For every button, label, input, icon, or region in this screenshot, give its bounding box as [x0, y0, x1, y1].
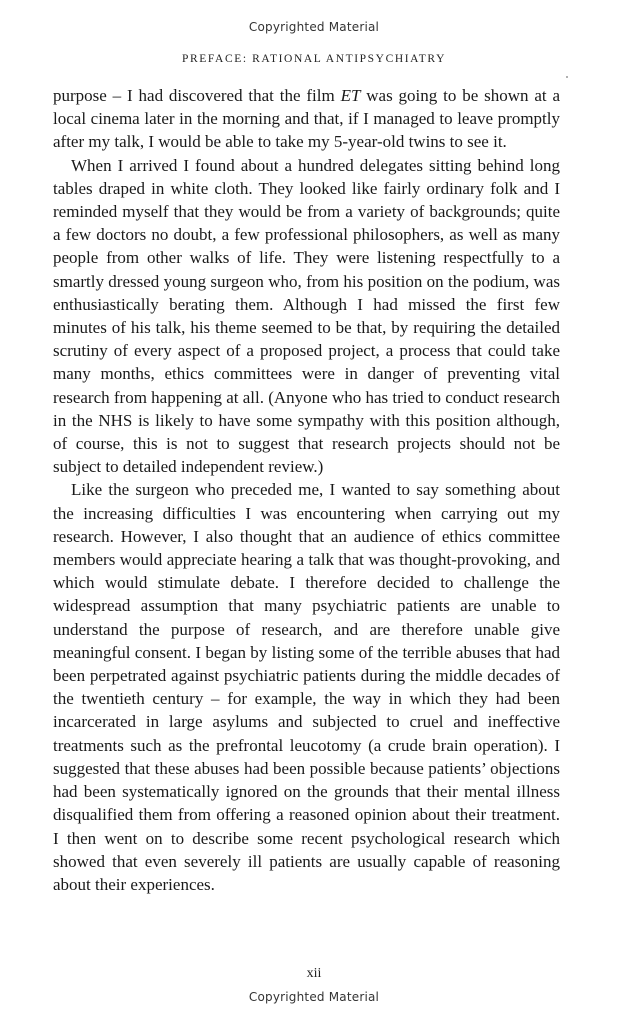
- paragraph-arrival: When I arrived I found about a hundred delegates sitting behind long tables draped in white cloth. They looked like fairly ordinary folk and I reminded myself that they would be from a variety of backgrounds; quite a few doctors no doubt, a few professional philosophers, as well as many people from other walks of life. They were listening respectfully to a smartly dressed young surgeon who, from his position on the podium, was enthusiastically berating them. Although I had missed the first few minutes of his talk, his theme seemed to be that, by requiring the detailed scrutiny of every aspect of a proposed project, a process that could take many months, ethics committees were in danger of preventing vital research from happening at all. (Anyone who has tried to conduct research in the NHS is likely to have some sympathy with this position although, of course, this is not to suggest that research projects should not be subject to detailed independent review.): [53, 155, 560, 477]
- running-head: PREFACE: RATIONAL ANTIPSYCHIATRY: [182, 53, 446, 65]
- paragraph-text-after-title: was going to be shown at a local cinema later in the morning and that, if I managed to leave promptly after my talk, I would be able to take my 5-year-old twins to see it.: [53, 86, 560, 152]
- page-number: xii: [306, 966, 322, 981]
- paragraph-text-before-title: purpose – I had discovered that the film: [53, 86, 341, 105]
- copyright-notice-bottom: Copyrighted Material: [248, 990, 380, 1004]
- copyright-notice-top: Copyrighted Material: [248, 20, 380, 34]
- scan-speck: [566, 76, 568, 78]
- film-title: ET: [340, 86, 361, 105]
- paragraph-talk: Like the surgeon who preceded me, I wanted to say something about the increasing difficulties I was encountering when carrying out my research. However, I also thought that an audience of ethics committee members would appreciate hearing a talk that was thought-provoking, and which would stimulate debate. I therefore decided to challenge the widespread assumption that many psychiatric patients are unable to understand the purpose of research, and are therefore unable give meaningful consent. I began by listing some of the terrible abuses that had been perpetrated against psychiatric patients during the middle decades of the twentieth century – for example, the way in which they had been incarcerated in large asylums and subjected to cruel and ineffective treatments such as the prefrontal leucotomy (a crude brain operation). I suggested that these abuses had been possible because patients’ objections had been systematically ignored on the grounds that their mental illness disqualified them from offering a reasoned opinion about their treatment. I then went on to describe some recent psychological research which showed that even severely ill patients are usually capable of reasoning about their experiences.: [53, 480, 560, 894]
- paragraph-continued: [53, 84, 560, 154]
- body-text: [53, 84, 560, 896]
